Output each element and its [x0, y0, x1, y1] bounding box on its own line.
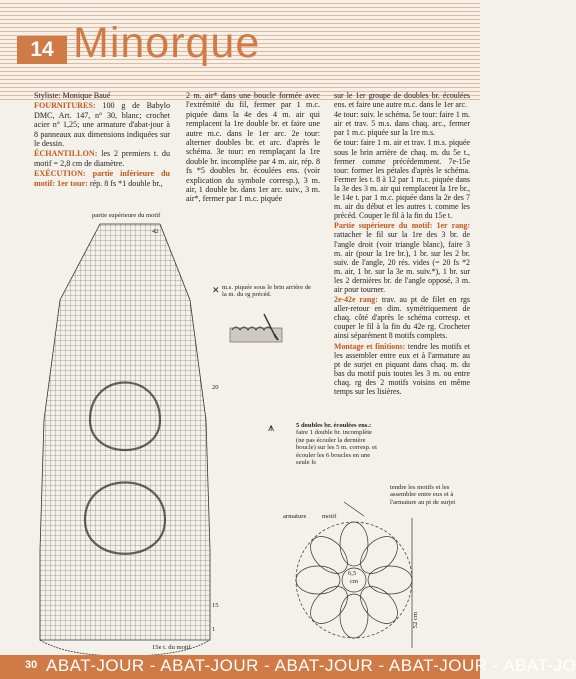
- row-label-15: 15: [212, 602, 219, 609]
- execution-paragraph: EXÉCUTION: partie inférieure du motif: 1er tour: rép. 8 fs *1 double br.,: [34, 169, 170, 188]
- stylist-line: Styliste: Monique Baué: [34, 91, 111, 100]
- montage-paragraph: Montage et finitions: tendre les motifs et les assembler entre eux et à l'armature au pt de surjet en piquant dans chaq. m. du bas du motif puis toutes les 3 m. ou entre chaq. rg des 2 motifs voisins en même temps sur les lisières.: [334, 341, 470, 396]
- legend-ms-symbol-icon: ✕: [212, 285, 220, 295]
- pattern-number-badge: [17, 36, 67, 64]
- center-unit-label: cm: [350, 578, 359, 585]
- col3-text-3: 6e tour: faire 1 m. air et trav. 1 m.s. piquée sous le brin arrière de chaq. m. du 5e t., fermer comme précédemment. 7e-15e tour: former les pétales d'après le schéma. Fermer les t. 8 à 12 par 1 m.c. piquée dans la 3e des 3 m. air qui remplacent la 1re br., le 14e t. par 1 m.c. piquée dans la 2e des 7 m. air du début et les autres t. comme les précéd. Couper le fil à la fin du 15e t.: [334, 138, 470, 221]
- col2-paragraph: 2 m. air* dans une boucle formée avec l'extrémité du fil, fermer par 1 m.c. piquée dans la 4e des 4 m. air qui remplacent la 1re double br. et faire une autre m.c. dans le 1er arc. 2e tour: alterner doubles br. et arc. d'après le schéma. 3e tour: en remplaçant la 1re double br. incomplète par 4 m. air, rép. 8 fs *5 doubles br. écoulées ens. (voir explication du symbole corresp.), 3 m. air, 1 double br. dans 1er arc. suiv., 3 m. air*, fermer par 1 m.c. piquée: [186, 91, 320, 204]
- text-column-2: [186, 91, 320, 205]
- footer-band: [0, 655, 576, 679]
- legend-dbl-title: 5 doubles br. écoulées ens.:: [296, 422, 372, 429]
- text-column-1: [34, 91, 170, 189]
- row-label-20: 20: [212, 384, 219, 391]
- running-footer: ABAT-JOUR - ABAT-JOUR - ABAT-JOUR - ABAT-JOUR - ABAT-JO: [46, 656, 576, 675]
- motif-label: motif: [322, 513, 337, 520]
- page-title: Minorque: [73, 19, 261, 67]
- row-label-1: 1: [212, 626, 216, 633]
- diagram-top-label: partie supérieure du motif: [92, 212, 161, 219]
- col3-text-1: sur le 1er groupe de doubles br. écoulées ens. et faire une autre m.c. dans le 1er arc.: [334, 91, 470, 110]
- diagram-bottom-label: 15e t. du motif: [152, 644, 191, 651]
- pattern-number: 14: [30, 38, 54, 61]
- col3-text-2: 4e tour: suiv. le schéma. 5e tour: faire 1 m. air et trav. 5 m.s. dans chaq. arc., fermer par 1 m.c. piquée sur la 1re m.s.: [334, 110, 470, 138]
- fournitures-paragraph: FOURNITURES: 100 g de Babylo DMC, Art. 147, n° 30, blanc; crochet acier n° 1,25; une armature d'abat-jour à 8 panneaux aux dimensions indiquées sur le dessin.: [34, 101, 170, 149]
- partie-paragraph: Partie supérieure du motif: 1er rang: rattacher le fil sur la 1re des 3 br. de l'angle droit (voir triangle blanc), faire 3 m. air (pour la 1re br.), 1 br. sur les 2 br. suiv. de l'angle, 20 rés. vides (= 20 fs *2 m. air, 1 br. sur la 3e m. suiv.*), 1 br. sur les 2 dernières br. de l'angle opposé, 3 m. air pour tourner.: [334, 221, 470, 294]
- armature-label: armature: [283, 513, 307, 520]
- flower-motif-diagram: [284, 488, 474, 653]
- echantillon-paragraph: ÉCHANTILLON: les 2 premiers t. du motif = 2,8 cm de diamètre.: [34, 149, 170, 168]
- legend-dbl-block: [296, 422, 378, 466]
- five-double-crochet-symbol-icon: ⩚: [268, 422, 275, 434]
- height-label: 52 cm: [412, 612, 419, 629]
- filet-grid: [40, 224, 210, 640]
- legend-dbl-text: faire 1 double br. incomplète (ne pas écouler la dernière boucle) sur les 5 m. corresp. et écouler les 6 boucles en une seule fs: [296, 429, 377, 467]
- crochet-sample-icon: [228, 310, 288, 360]
- page-number: 30: [25, 659, 38, 671]
- row-label-42: 42: [152, 228, 159, 235]
- rang2-paragraph: 2e-42e rang: trav. au pt de filet en rgs aller-retour en dim. symétriquement de chaq. côté d'après le schéma corresp. et couper le fil à la fin du 42e rg. Crocheter ainsi séparément 8 motifs complets.: [334, 295, 470, 341]
- legend-ms-text: m.s. piquée sous le brin arrière de la m. du rg précéd.: [222, 284, 311, 299]
- text-column-3: [334, 91, 470, 397]
- center-diameter-label: 6,5: [348, 570, 357, 577]
- crochet-chart-diagram: [30, 220, 220, 660]
- assembly-note: tendre les motifs et les assembler entre eux et à l'armature au pt de surjet: [390, 484, 456, 506]
